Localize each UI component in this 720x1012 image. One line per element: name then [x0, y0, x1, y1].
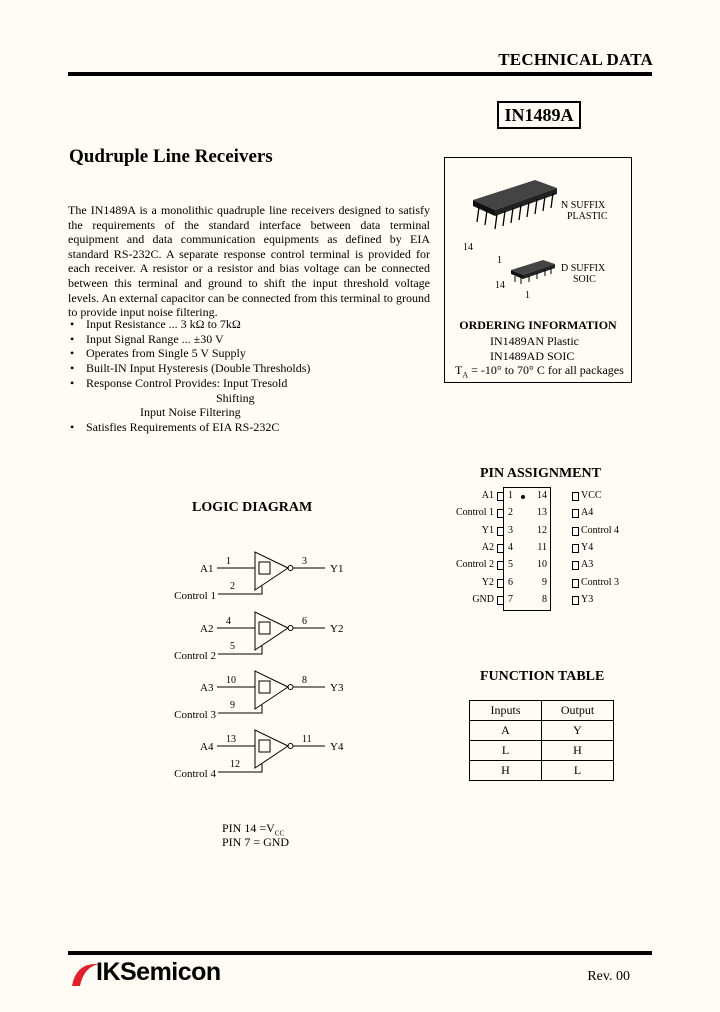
footer-rule — [68, 951, 652, 955]
logic-diagram-title: LOGIC DIAGRAM — [192, 500, 313, 515]
gate-input-label: A1 — [200, 563, 214, 575]
table-cell: H — [470, 761, 542, 781]
table-row — [470, 761, 614, 781]
temp-symbol: T — [455, 363, 463, 377]
ordering-line: IN1489AD SOIC — [490, 348, 575, 363]
pin-number-left: 4 — [508, 541, 513, 553]
gate-input-label: A3 — [200, 682, 214, 694]
gate-output-pin: 6 — [302, 616, 307, 627]
pin-name-left: Control 2 — [455, 559, 494, 571]
table-row — [470, 741, 614, 761]
pin-name-left: GND — [472, 593, 494, 605]
gate-input-label: A2 — [200, 623, 214, 635]
pin-number-right: 12 — [537, 524, 547, 536]
d-type-label: SOIC — [573, 274, 596, 285]
dip-pin1-label: 1 — [497, 255, 502, 266]
pin-name-right: Control 3 — [581, 576, 620, 588]
soic-pin14-label: 14 — [495, 280, 505, 291]
pin-name-right: A3 — [581, 559, 594, 571]
pin-number-left: 5 — [508, 559, 513, 571]
ordering-title: ORDERING INFORMATION — [459, 318, 617, 332]
gate-control-pin: 2 — [230, 581, 235, 592]
feature-item: Shifting — [216, 390, 255, 405]
pin-number-right: 13 — [537, 507, 547, 519]
note-pin14-sub: CC — [274, 829, 285, 838]
table-header-output: Output — [542, 701, 614, 721]
gate-output-label: Y2 — [330, 623, 344, 635]
pin-number-left: 7 — [508, 593, 513, 605]
gate-output-pin: 3 — [302, 556, 307, 567]
table-cell: Y — [542, 721, 614, 741]
gate-input-pin: 1 — [226, 556, 231, 567]
note-pin7: PIN 7 = GND — [222, 835, 290, 849]
gate-control-pin: 12 — [230, 759, 240, 770]
n-type-label: PLASTIC — [567, 211, 608, 222]
dip-pin14-label: 14 — [463, 242, 473, 253]
gate-input-pin: 13 — [226, 734, 236, 745]
part-number: IN1489A — [497, 101, 581, 129]
feature-item: • Input Signal Range ... ±30 V — [68, 332, 438, 347]
gate-control-label: Control 1 — [174, 590, 216, 602]
gate-output-label: Y1 — [330, 563, 344, 575]
gate-input-pin: 4 — [226, 616, 231, 627]
description: The IN1489A is a monolithic quadruple line receivers designed to satisfy the requirements of the standard interface between data terminal equipment and data communication equipments as defined by EIA standard RS-232C. A separate response control terminal is provided for each receiver. A resistor or a resistor and bias voltage can be connected between this terminal and ground to shift the input threshold voltage levels. An external capacitor can be connected from this terminal to ground to provide input noise filtering. — [68, 203, 430, 320]
gate-control-label: Control 4 — [174, 768, 216, 780]
company-logo: IKSemicon — [96, 958, 221, 986]
pin-number-right: 8 — [542, 593, 547, 605]
gate-output-label: Y4 — [330, 741, 344, 753]
soic-pin1-label: 1 — [525, 290, 530, 301]
ordering-line: IN1489AN Plastic — [490, 334, 579, 348]
function-table-title: FUNCTION TABLE — [480, 669, 605, 684]
gate-input-pin: 10 — [226, 675, 236, 686]
pin-assignment-title: PIN ASSIGNMENT — [480, 466, 601, 481]
feature-item: • Input Resistance ... 3 kΩ to 7kΩ — [68, 317, 438, 332]
page-title: Qudruple Line Receivers — [69, 146, 273, 167]
pin-number-left: 6 — [508, 576, 513, 588]
pin-number-right: 9 — [542, 576, 547, 588]
pin-name-right: Y3 — [581, 593, 594, 605]
pin-number-left: 1 — [508, 490, 513, 501]
gate-input-label: A4 — [200, 741, 214, 753]
feature-item: • Operates from Single 5 V Supply — [68, 346, 438, 361]
d-suffix-label: D SUFFIX — [561, 263, 606, 274]
pin-name-left: Control 1 — [455, 507, 494, 519]
table-header-inputs: Inputs — [470, 701, 542, 721]
gate-control-pin: 9 — [230, 700, 235, 711]
table-row — [470, 721, 614, 741]
gate-output-pin: 11 — [302, 734, 312, 745]
pin-name-left: A1 — [481, 490, 494, 501]
gate-control-label: Control 2 — [174, 650, 216, 662]
temp-range-text: = -10° to 70° C for all packages — [468, 363, 624, 377]
feature-item: • Response Control Provides: Input Tresold — [68, 376, 438, 391]
table-cell: A — [470, 721, 542, 741]
table-cell: L — [542, 761, 614, 781]
temp-subscript: A — [462, 370, 469, 380]
feature-item: • Satisfies Requirements of EIA RS-232C — [68, 420, 438, 435]
gate-output-pin: 8 — [302, 675, 307, 686]
note-pin14-text: PIN 14 =V — [222, 821, 275, 835]
feature-item: • Built-IN Input Hysteresis (Double Thresholds) — [68, 361, 438, 376]
pin-name-right: A4 — [581, 507, 594, 519]
gate-control-pin: 5 — [230, 641, 235, 652]
function-table — [469, 700, 614, 781]
pin-number-left: 2 — [508, 507, 513, 519]
pin-name-left: Y1 — [481, 524, 494, 536]
header-label: TECHNICAL DATA — [498, 50, 653, 69]
pin-number-right: 10 — [537, 559, 547, 571]
table-row — [470, 701, 614, 721]
pin-name-right: Y4 — [581, 541, 594, 553]
n-suffix-label: N SUFFIX — [561, 200, 606, 211]
pin-name-right: Control 4 — [581, 524, 620, 536]
pin-number-right: 14 — [537, 490, 547, 501]
pin-name-left: A2 — [481, 541, 494, 553]
pin-name-right: VCC — [581, 490, 602, 501]
table-cell: L — [470, 741, 542, 761]
revision: Rev. 00 — [587, 969, 630, 984]
gate-output-label: Y3 — [330, 682, 344, 694]
pin-number-left: 3 — [508, 524, 513, 536]
feature-item: Input Noise Filtering — [140, 405, 241, 420]
gate-control-label: Control 3 — [174, 709, 216, 721]
pin-number-right: 11 — [537, 541, 547, 553]
pin-name-left: Y2 — [481, 576, 494, 588]
table-cell: H — [542, 741, 614, 761]
